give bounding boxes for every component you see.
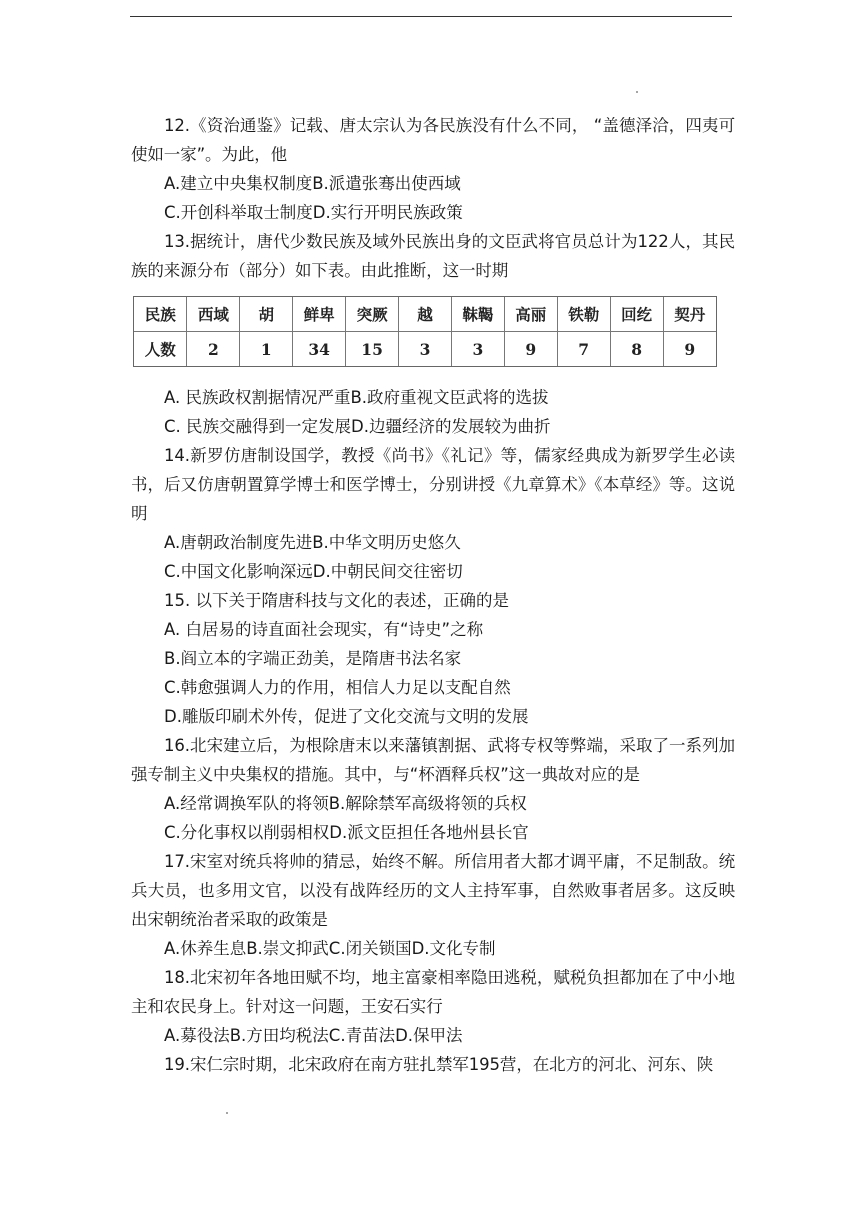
table-cell: 1 [240, 332, 293, 367]
table-cell: 3 [451, 332, 504, 367]
table-cell: 胡 [240, 297, 293, 332]
table-cell: 西域 [187, 297, 240, 332]
scan-speck [636, 91, 638, 93]
option-d: D.雕版印刷术外传，促进了文化交流与文明的发展 [164, 707, 529, 726]
table-cell: 靺鞨 [451, 297, 504, 332]
table-data-row [134, 332, 716, 367]
options-all: A.募役法B.方田均税法C.青苗法D.保甲法 [164, 1026, 463, 1045]
options-ab: A.建立中央集权制度B.派遣张骞出使西域 [164, 174, 461, 193]
scan-speck [226, 1112, 228, 1114]
table-cell: 8 [610, 332, 663, 367]
question-19 [131, 1050, 735, 1079]
options-ab: A.经常调换军队的将领B.解除禁军高级将领的兵权 [164, 794, 527, 813]
question-17 [131, 847, 735, 963]
table-cell: 铁勒 [557, 297, 610, 332]
question-stem: 15. 以下关于隋唐科技与文化的表述，正确的是 [164, 591, 509, 610]
question-stem: 16.北宋建立后，为根除唐末以来藩镇割据、武将专权等弊端，采取了一系列加强专制主义中央集权的措施。其中，与“杯酒释兵权”这一典故对应的是 [131, 736, 735, 784]
table-cell: 契丹 [663, 297, 716, 332]
table-cell: 7 [557, 332, 610, 367]
table-cell: 突厥 [346, 297, 399, 332]
options-cd: C.中国文化影响深远D.中朝民间交往密切 [164, 562, 463, 581]
option-c: C.韩愈强调人力的作用，相信人力足以支配自然 [164, 678, 511, 697]
question-15 [131, 586, 735, 731]
ethnic-origin-table [133, 296, 717, 367]
question-16 [131, 731, 735, 847]
table-cell: 34 [293, 332, 346, 367]
table-cell: 人数 [134, 332, 187, 367]
table-cell: 3 [399, 332, 452, 367]
question-stem: 13.据统计，唐代少数民族及域外民族出身的文臣武将官员总计为122人，其民族的来源分布（部分）如下表。由此推断，这一时期 [131, 232, 735, 280]
question-stem: 12.《资治通鉴》记载、唐太宗认为各民族没有什么不同， “盖德泽洽，四夷可使如一家”。为此，他 [131, 116, 735, 164]
table-cell: 回纥 [610, 297, 663, 332]
header-rule [130, 16, 732, 17]
table-cell: 9 [504, 332, 557, 367]
table-cell: 9 [663, 332, 716, 367]
question-stem: 19.宋仁宗时期，北宋政府在南方驻扎禁军195营，在北方的河北、河东、陕 [164, 1055, 714, 1074]
table-cell: 15 [346, 332, 399, 367]
options-all: A.休养生息B.崇文抑武C.闭关锁国D.文化专制 [164, 939, 496, 958]
table-header-row [134, 297, 716, 332]
table-cell: 越 [399, 297, 452, 332]
options-cd: C.分化事权以削弱相权D.派文臣担任各地州县长官 [164, 823, 529, 842]
options-ab: A.唐朝政治制度先进B.中华文明历史悠久 [164, 533, 461, 552]
table-cell: 民族 [134, 297, 187, 332]
question-14 [131, 441, 735, 586]
table-cell: 2 [187, 332, 240, 367]
options-cd: C. 民族交融得到一定发展D.边疆经济的发展较为曲折 [164, 417, 551, 436]
table-cell: 高丽 [504, 297, 557, 332]
option-b: B.阎立本的字端正劲美，是隋唐书法名家 [164, 649, 462, 668]
options-ab: A. 民族政权割据情况严重B.政府重视文臣武将的选拔 [164, 388, 549, 407]
question-18 [131, 963, 735, 1050]
options-cd: C.开创科举取士制度D.实行开明民族政策 [164, 203, 463, 222]
table-cell: 鲜卑 [293, 297, 346, 332]
exam-page [131, 111, 735, 1079]
question-stem: 17.宋室对统兵将帅的猜忌，始终不解。所信用者大都才调平庸，不足制敌。统兵大员，也多用文官，以没有战阵经历的文人主持军事，自然败事者居多。这反映出宋朝统治者采取的政策是 [131, 852, 735, 929]
question-stem: 18.北宋初年各地田赋不均，地主富豪相率隐田逃税，赋税负担都加在了中小地主和农民身上。针对这一问题，王安石实行 [131, 968, 735, 1016]
question-12 [131, 111, 735, 227]
option-a: A. 白居易的诗直面社会现实，有“诗史”之称 [164, 620, 484, 639]
question-stem: 14.新罗仿唐制设国学，教授《尚书》《礼记》等，儒家经典成为新罗学生必读书，后又仿唐朝置算学博士和医学博士，分别讲授《九章算术》《本草经》等。这说明 [131, 446, 735, 523]
question-13 [131, 227, 735, 441]
